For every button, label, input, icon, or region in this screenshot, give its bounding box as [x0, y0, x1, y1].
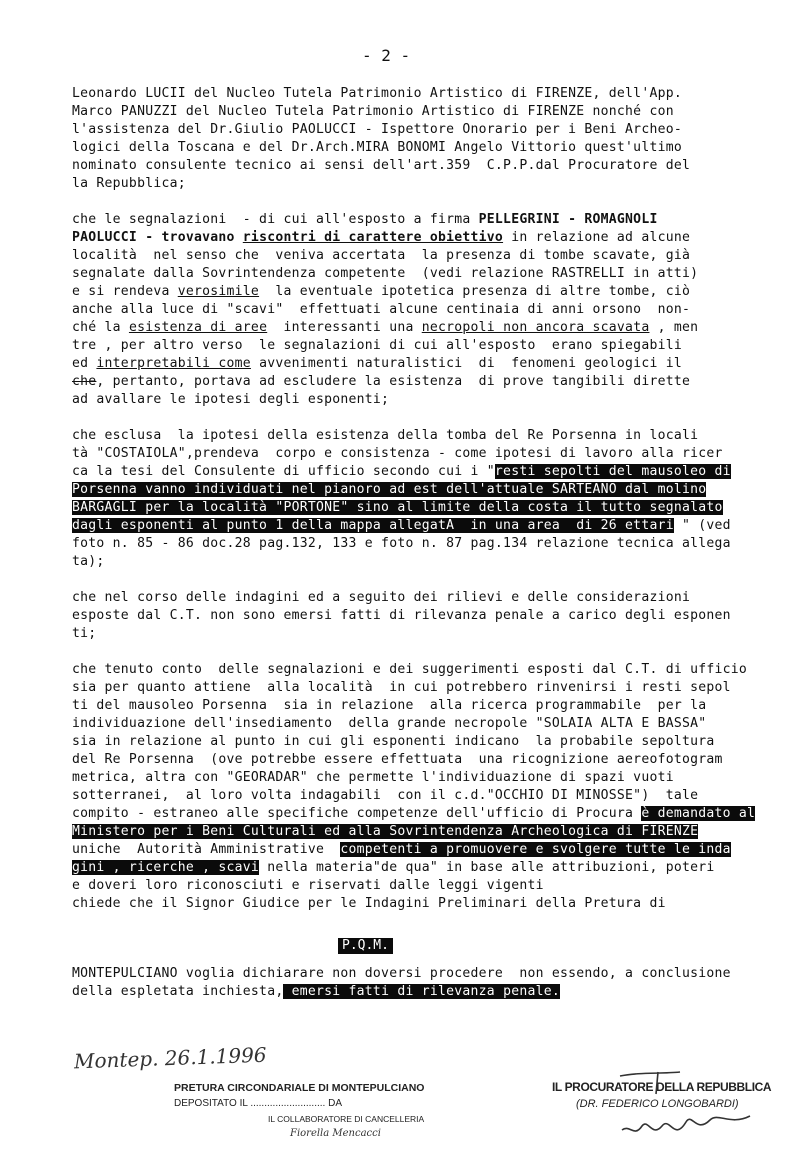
handwritten-date: Montep. 26.1.1996	[73, 1042, 267, 1074]
text-segment: interpretabili come	[96, 356, 251, 371]
text-line	[72, 734, 715, 750]
text-segment: nominato consulente tecnico ai sensi dell'art.359 C.P.P.dal Procuratore del	[72, 158, 691, 173]
text-line	[72, 896, 666, 912]
text-line	[72, 158, 690, 174]
redacted-highlight-text: emersi fatti di rilevanza penale.	[283, 984, 560, 999]
text-line	[72, 662, 747, 678]
text-line	[72, 356, 682, 372]
text-segment: avvenimenti naturalistici di fenomeni geologici il	[250, 356, 682, 371]
text-segment: " (ved	[673, 518, 731, 533]
text-line	[72, 122, 682, 138]
deposit-stamp-line1: PRETURA CIRCONDARIALE DI MONTEPULCIANO	[174, 1082, 425, 1094]
text-segment: ta);	[72, 554, 105, 569]
text-line	[72, 266, 698, 282]
text-line	[72, 104, 674, 120]
text-line	[72, 518, 731, 534]
deposit-stamp-line2: DEPOSITATO IL ........................... DA	[174, 1098, 342, 1109]
text-segment: Leonardo LUCII del Nucleo Tutela Patrimonio Artistico di FIRENZE, dell'App.	[72, 86, 682, 101]
text-segment: tà "COSTAIOLA",prendeva corpo e consistenza - come ipotesi di lavoro alla ricer	[72, 446, 723, 461]
text-segment: tre , per altro verso le segnalazioni di cui all'esposto erano spiegabili	[72, 338, 682, 353]
text-line	[72, 500, 723, 516]
text-line	[72, 966, 731, 982]
text-line	[72, 464, 731, 480]
text-segment: l'assistenza del Dr.Giulio PAOLUCCI - Ispettore Onorario per i Beni Archeo-	[72, 122, 682, 137]
text-segment: individuazione dell'insediamento della grande necropole "SOLAIA ALTA E BASSA"	[72, 716, 707, 731]
text-segment: ca la tesi del Consulente di ufficio secondo cui i "	[72, 464, 495, 479]
text-segment: MONTEPULCIANO voglia dichiarare non doversi procedere non essendo, a conclusione	[72, 966, 731, 981]
text-line	[72, 984, 560, 1000]
text-line	[72, 302, 690, 318]
redacted-highlight-text: dagli esponenti al punto 1 della mappa allegatA in una area di 26 ettari	[72, 518, 674, 533]
text-line	[72, 878, 544, 894]
text-segment: ti del mausoleo Porsenna sia in relazione alla ricerca programmabile per la	[72, 698, 707, 713]
text-segment: la Repubblica;	[72, 176, 186, 191]
text-line	[72, 806, 755, 822]
text-segment: logici della Toscana e del Dr.Arch.MIRA BONOMI Angelo Vittorio quest'ultimo	[72, 140, 682, 155]
text-line	[72, 788, 698, 804]
deposit-stamp-line3: IL COLLABORATORE DI CANCELLERIA	[268, 1114, 425, 1124]
text-segment: Marco PANUZZI del Nucleo Tutela Patrimonio Artistico di FIRENZE nonché con	[72, 104, 674, 119]
text-segment: , men	[649, 320, 699, 335]
text-line	[72, 680, 731, 696]
text-segment: località nel senso che veniva accertata la presenza di tombe scavate, già	[72, 248, 691, 263]
text-line	[72, 860, 715, 876]
text-segment: della espletata inchiesta,	[72, 984, 284, 999]
text-segment: sia in relazione al punto in cui gli esponenti indicano la probabile sepoltura	[72, 734, 715, 749]
deposit-stamp-line4: Fiorella Mencacci	[290, 1128, 381, 1139]
text-segment: sia per quanto attiene alla località in cui potrebbero rinvenirsi i resti sepol	[72, 680, 731, 695]
text-line	[72, 752, 723, 768]
text-line	[72, 248, 690, 264]
text-line	[72, 608, 731, 624]
text-line	[72, 554, 105, 570]
redacted-highlight-text: resti sepolti del mausoleo di	[494, 464, 731, 479]
text-line	[72, 590, 690, 606]
text-line	[72, 212, 658, 228]
text-segment: ti;	[72, 626, 97, 641]
text-segment: necropoli non ancora scavata	[421, 320, 650, 335]
text-line	[72, 842, 731, 858]
page-number: - 2 -	[362, 46, 411, 65]
text-segment: PELLEGRINI - ROMAGNOLI	[478, 212, 658, 227]
text-line	[72, 284, 690, 300]
signature-name: (DR. FEDERICO LONGOBARDI)	[576, 1098, 739, 1110]
text-segment: foto n. 85 - 86 doc.28 pag.132, 133 e foto n. 87 pag.134 relazione tecnica allega	[72, 536, 731, 551]
text-segment: chiede che il Signor Giudice per le Indagini Preliminari della Pretura di	[72, 896, 666, 911]
text-segment: esistenza di aree	[128, 320, 268, 335]
text-segment: , pertanto, portava ad escludere la esistenza di prove tangibili dirette	[96, 374, 691, 389]
text-segment: che tenuto conto delle segnalazioni e dei suggerimenti esposti dal C.T. di ufficio	[72, 662, 748, 677]
text-segment: che esclusa la ipotesi della esistenza della tomba del Re Porsenna in locali	[72, 428, 699, 443]
text-segment: la eventuale ipotetica presenza di altre tombe, ciò	[259, 284, 691, 299]
text-segment: del Re Porsenna (ove potrebbe essere effettuata una ricognizione aereofotogram	[72, 752, 723, 767]
text-line	[72, 374, 690, 390]
text-segment: esposte dal C.T. non sono emersi fatti di rilevanza penale a carico degli esponen	[72, 608, 731, 623]
redacted-highlight-text: gini , ricerche , scavi	[72, 860, 260, 875]
pqm-heading: P.Q.M.	[338, 938, 393, 954]
text-line	[72, 86, 682, 102]
handwritten-signature	[600, 1064, 770, 1154]
text-line	[72, 176, 186, 192]
text-line	[72, 428, 698, 444]
text-segment: PAOLUCCI - trovavano	[72, 230, 243, 245]
redacted-highlight-text: Ministero per i Beni Culturali ed alla Sovrintendenza Archeologica di FIRENZE	[72, 824, 699, 839]
redacted-highlight-text: è demandato al	[641, 806, 756, 821]
redacted-highlight-text: Porsenna vanno individuati nel pianoro ad est dell'attuale SARTEANO dal molino	[72, 482, 707, 497]
text-segment: in relazione ad alcune	[503, 230, 691, 245]
text-line	[72, 626, 96, 642]
text-line	[72, 392, 389, 408]
text-segment: sotterranei, al loro volta indagabili con il c.d."OCCHIO DI MINOSSE") tale	[72, 788, 699, 803]
text-segment: interessanti una	[267, 320, 422, 335]
text-segment: segnalate dalla Sovrintendenza competente (vedi relazione RASTRELLI in atti)	[72, 266, 699, 281]
text-segment: che	[72, 374, 97, 389]
text-segment: ché la	[72, 320, 129, 335]
signature-title: IL PROCURATORE DELLA REPUBBLICA	[552, 1080, 772, 1094]
text-line	[72, 230, 690, 246]
text-line	[72, 824, 698, 840]
text-line	[72, 698, 706, 714]
text-segment: e si rendeva	[72, 284, 178, 299]
text-segment: che le segnalazioni - di cui all'esposto a firma	[72, 212, 479, 227]
redacted-highlight-text: BARGAGLI per la località "PORTONE" sino al limite della costa il tutto segnalato	[72, 500, 723, 515]
text-segment: verosimile	[177, 284, 260, 299]
text-segment: e doveri loro riconosciuti e riservati dalle leggi vigenti	[72, 878, 544, 893]
text-line	[72, 446, 723, 462]
text-line	[72, 338, 682, 354]
text-segment: uniche Autorità Amministrative	[72, 842, 341, 857]
text-segment: ed	[72, 356, 97, 371]
redacted-highlight-text: competenti a promuovere e svolgere tutte le inda	[340, 842, 731, 857]
text-segment: compito - estraneo alle specifiche competenze dell'ufficio di Procura	[72, 806, 642, 821]
text-line	[72, 536, 731, 552]
text-segment: riscontri di carattere obiettivo	[242, 230, 504, 245]
text-line	[72, 320, 698, 336]
text-segment: metrica, altra con "GEORADAR" che permette l'individuazione di spazi vuoti	[72, 770, 674, 785]
text-line	[72, 716, 706, 732]
text-line	[72, 482, 706, 498]
text-segment: che nel corso delle indagini ed a seguito dei rilievi e delle considerazioni	[72, 590, 691, 605]
text-segment: ad avallare le ipotesi degli esponenti;	[72, 392, 390, 407]
text-line	[72, 140, 682, 156]
text-segment: nella materia"de qua" in base alle attribuzioni, poteri	[259, 860, 715, 875]
text-segment: anche alla luce di "scavi" effettuati alcune centinaia di anni orsono non-	[72, 302, 691, 317]
text-line	[72, 770, 674, 786]
